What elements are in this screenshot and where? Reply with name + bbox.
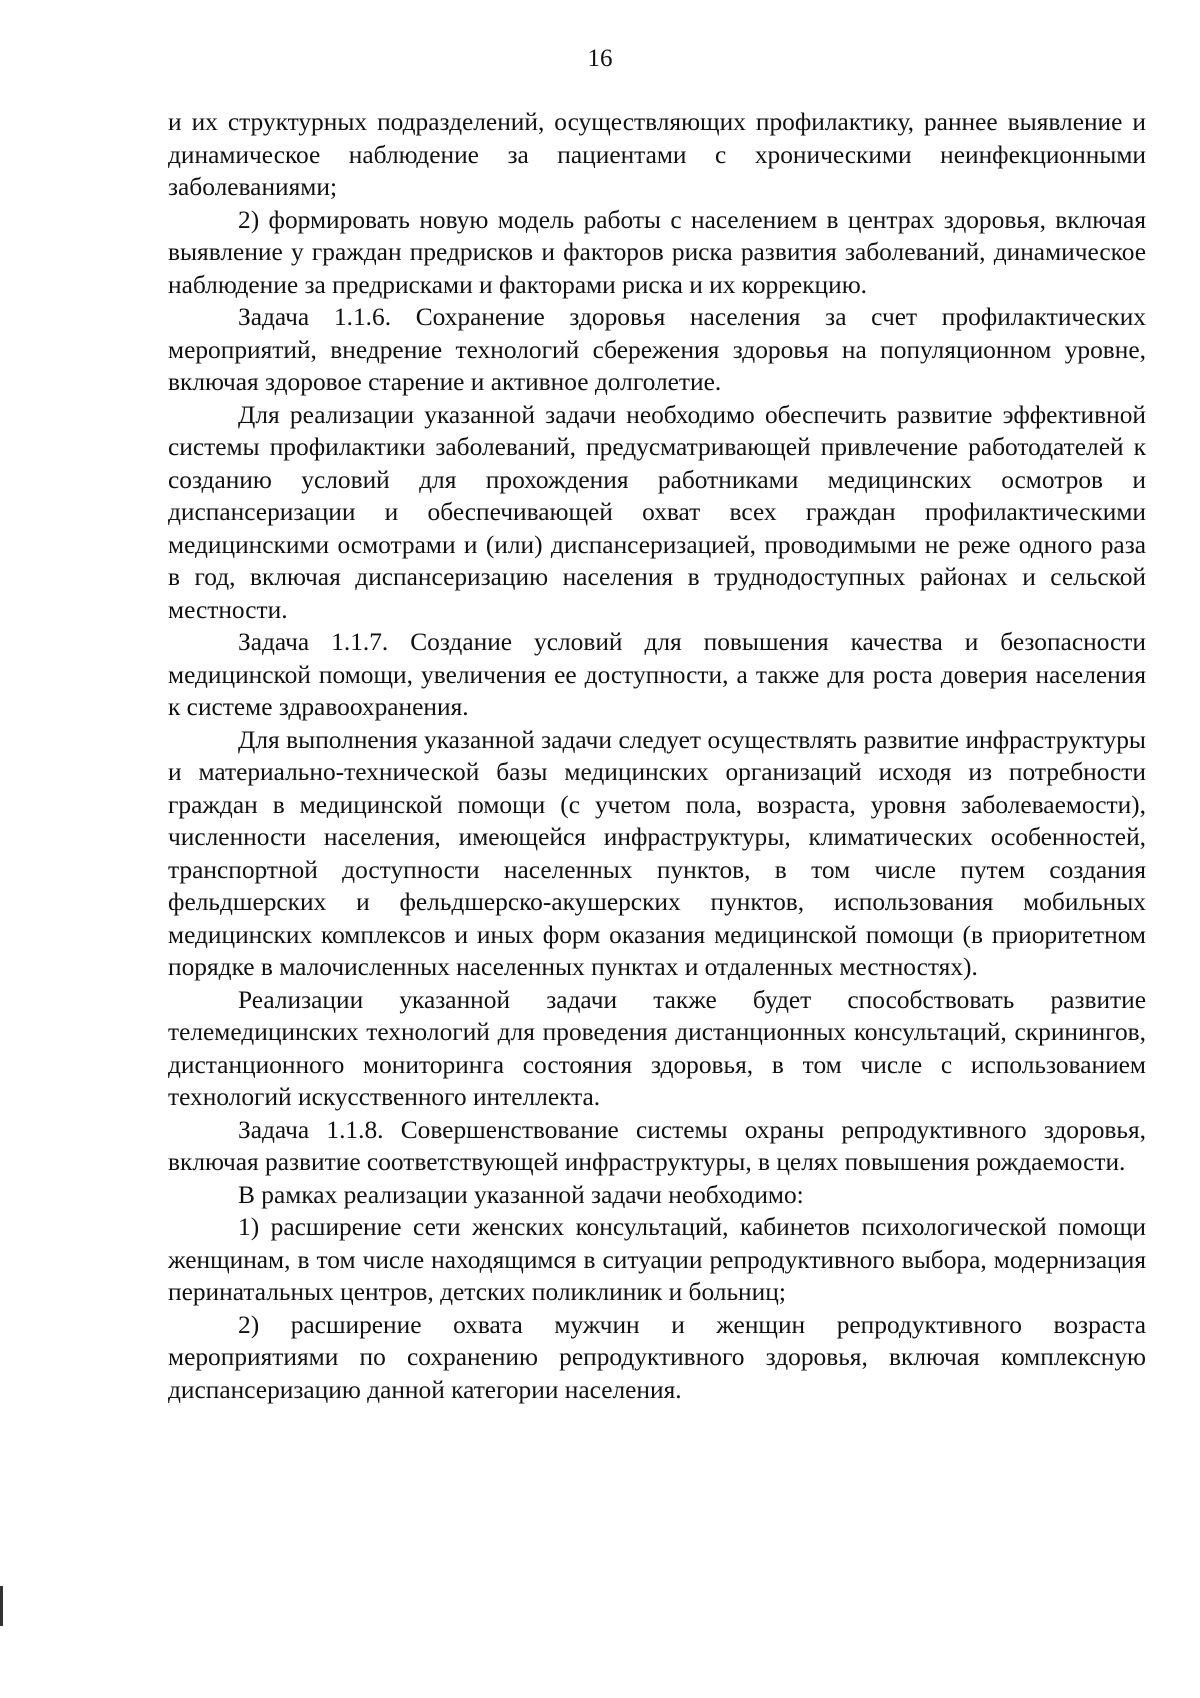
scan-edge-mark (0, 1586, 3, 1626)
paragraph-item-2-health-centers: 2) формировать новую модель работы с населением в центрах здоровья, включая выявление у граждан предрисков и факторов риска развития заболеваний, динамическое наблюдение за предрисками и факторами риска и их коррекцию. (168, 205, 1146, 299)
paragraph-task-1-1-8: Задача 1.1.8. Совершенствование системы охраны репродуктивного здоровья, включая развитие соответствующей инфраструктуры, в целях повышения рождаемости. (168, 1115, 1146, 1176)
paragraph-task-1-1-7-implementation: Для выполнения указанной задачи следует осуществлять развитие инфраструктуры и материально-технической базы медицинских организаций исходя из потребности граждан в медицинской помощи (с учетом пола, возраста, уровня заболеваемости), численности населения, имеющейся инфраструктуры, климатических особенностей, транспортной доступности населенных пунктов, в том числе путем создания фельдшерских и фельдшерско-акушерских пунктов, использования мобильных медицинских комплексов и иных форм оказания медицинской помощи (в приоритетном порядке в малочисленных населенных пунктах и отдаленных местностях). (168, 725, 1146, 981)
paragraph-telemedicine: Реализации указанной задачи также будет способствовать развитие телемедицинских технологий для проведения дистанционных консультаций, скринингов, дистанционного мониторинга состояния здоровья, в том числе с использованием технологий искусственного интеллекта. (168, 985, 1146, 1111)
paragraph-task-1-1-7: Задача 1.1.7. Создание условий для повышения качества и безопасности медицинской помощи, увеличения ее доступности, а также для роста доверия населения к системе здравоохранения. (168, 628, 1146, 721)
paragraph-task-1-1-8-intro: В рамках реализации указанной задачи необходимо: (238, 1180, 804, 1209)
page-number: 16 (587, 45, 613, 72)
paragraph-list-item-1: 1) расширение сети женских консультаций, кабинетов психологической помощи женщинам, в том числе находящимся в ситуации репродуктивного выбора, модернизация перинатальных центров, детских поликлиник и больниц; (168, 1213, 1146, 1306)
paragraph-list-item-2: 2) расширение охвата мужчин и женщин репродуктивного возраста мероприятиями по сохранению репродуктивного здоровья, включая комплексную диспансеризацию данной категории населения. (168, 1310, 1146, 1404)
document-body (168, 106, 1146, 1406)
paragraph-task-1-1-6-implementation: Для реализации указанной задачи необходимо обеспечить развитие эффективной системы профилактики заболеваний, предусматривающей привлечение работодателей к созданию условий для прохождения работниками медицинских осмотров и диспансеризации и обеспечивающей охват всех граждан профилактическими медицинскими осмотрами и (или) диспансеризацией, проводимыми не реже одного раза в год, включая диспансеризацию населения в труднодоступных районах и сельской местности. (168, 400, 1146, 624)
paragraph-task-1-1-6: Задача 1.1.6. Сохранение здоровья населения за счет профилактических мероприятий, внедрение технологий сбережения здоровья на популяционном уровне, включая здоровое старение и активное долголетие. (168, 303, 1146, 396)
paragraph-continuation: и их структурных подразделений, осуществляющих профилактику, раннее выявление и динамическое наблюдение за пациентами с хроническими неинфекционными заболеваниями; (168, 108, 1146, 201)
